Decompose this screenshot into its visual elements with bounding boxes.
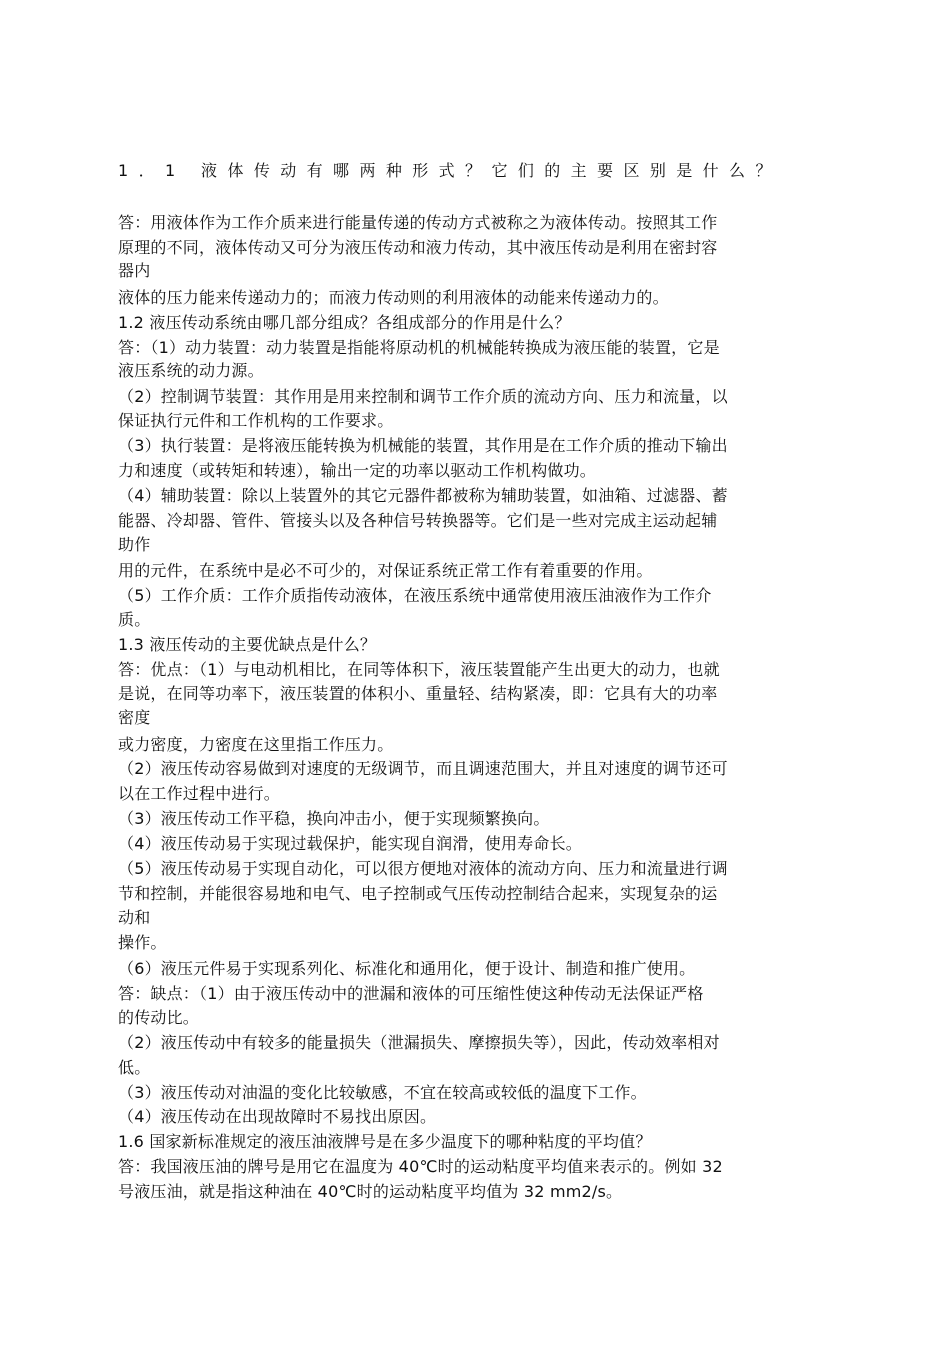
text-line: （3）执行装置：是将液压能转换为机械能的装置，其作用是在工作介质的推动下输出 (118, 436, 728, 455)
text-line: 操作。 (118, 933, 167, 952)
text-line: 1.2 液压传动系统由哪几部分组成？各组成部分的作用是什么？ (118, 313, 571, 332)
text-line: 是说，在同等功率下，液压装置的体积小、重量轻、结构紧凑，即：它具有大的功率 (118, 684, 718, 703)
text-line: 低。 (118, 1058, 151, 1077)
text-line: （2）液压传动中有较多的能量损失（泄漏损失、摩擦损失等），因此，传动效率相对 (118, 1033, 720, 1052)
text-line: 的传动比。 (118, 1008, 200, 1027)
text-line: （3）液压传动工作平稳，换向冲击小，便于实现频繁换向。 (118, 809, 550, 828)
text-line: 节和控制，并能很容易地和电气、电子控制或气压传动控制结合起来，实现复杂的运 (118, 884, 718, 903)
text-line: 1.6 国家新标准规定的液压油液牌号是在多少温度下的哪种粘度的平均值？ (118, 1132, 652, 1151)
text-line: 答：缺点：（1）由于液压传动中的泄漏和液体的可压缩性使这种传动无法保证严格 (118, 984, 704, 1003)
text-line: （5）液压传动易于实现自动化，可以很方便地对液体的流动方向、压力和流量进行调 (118, 859, 728, 878)
text-line: （4）液压传动易于实现过载保护，能实现自润滑，使用寿命长。 (118, 834, 582, 853)
text-line: 答：用液体作为工作介质来进行能量传递的传动方式被称之为液体传动。按照其工作 (118, 213, 718, 232)
text-line: 液压系统的动力源。 (118, 361, 264, 380)
text-line: 答：我国液压油的牌号是用它在温度为 40℃时的运动粘度平均值来表示的。例如 32 (118, 1157, 723, 1176)
text-line: （6）液压元件易于实现系列化、标准化和通用化，便于设计、制造和推广使用。 (118, 959, 696, 978)
text-line: 号液压油，就是指这种油在 40℃时的运动粘度平均值为 32 mm2/s。 (118, 1182, 623, 1201)
text-line: 答：（1）动力装置：动力装置是指能将原动机的机械能转换成为液压能的装置，它是 (118, 338, 720, 357)
text-line: 器内 (118, 261, 151, 280)
text-line: 答：优点：（1）与电动机相比，在同等体积下，液压装置能产生出更大的动力，也就 (118, 660, 720, 679)
text-line: （2）控制调节装置：其作用是用来控制和调节工作介质的流动方向、压力和流量，以 (118, 387, 728, 406)
text-line: 助作 (118, 535, 151, 554)
text-line: 质。 (118, 610, 151, 629)
text-line: 保证执行元件和工作机构的工作要求。 (118, 411, 394, 430)
text-line: 1.3 液压传动的主要优缺点是什么？ (118, 635, 377, 654)
text-line: 力和速度（或转矩和转速），输出一定的功率以驱动工作机构做功。 (118, 461, 597, 480)
text-line: （2）液压传动容易做到对速度的无级调节，而且调速范围大，并且对速度的调节还可 (118, 759, 728, 778)
text-line: （4）辅助装置：除以上装置外的其它元器件都被称为辅助装置，如油箱、过滤器、蓄 (118, 486, 728, 505)
text-line: 密度 (118, 708, 151, 727)
section-title: 1．1 液体传动有哪两种形式？它们的主要区别是什么？ (118, 161, 782, 180)
text-line: 液体的压力能来传递动力的；而液力传动则的利用液体的动能来传递动力的。 (118, 288, 669, 307)
text-line: （5）工作介质：工作介质指传动液体，在液压系统中通常使用液压油液作为工作介 (118, 586, 712, 605)
text-line: 动和 (118, 908, 151, 927)
text-line: （3）液压传动对油温的变化比较敏感，不宜在较高或较低的温度下工作。 (118, 1083, 647, 1102)
text-line: （4）液压传动在出现故障时不易找出原因。 (118, 1107, 437, 1126)
text-line: 原理的不同，液体传动又可分为液压传动和液力传动，其中液压传动是利用在密封容 (118, 238, 718, 257)
text-line: 以在工作过程中进行。 (118, 784, 281, 803)
text-line: 或力密度，力密度在这里指工作压力。 (118, 735, 394, 754)
text-line: 能器、冷却器、管件、管接头以及各种信号转换器等。它们是一些对完成主运动起辅 (118, 511, 718, 530)
text-line: 用的元件，在系统中是必不可少的，对保证系统正常工作有着重要的作用。 (118, 561, 653, 580)
